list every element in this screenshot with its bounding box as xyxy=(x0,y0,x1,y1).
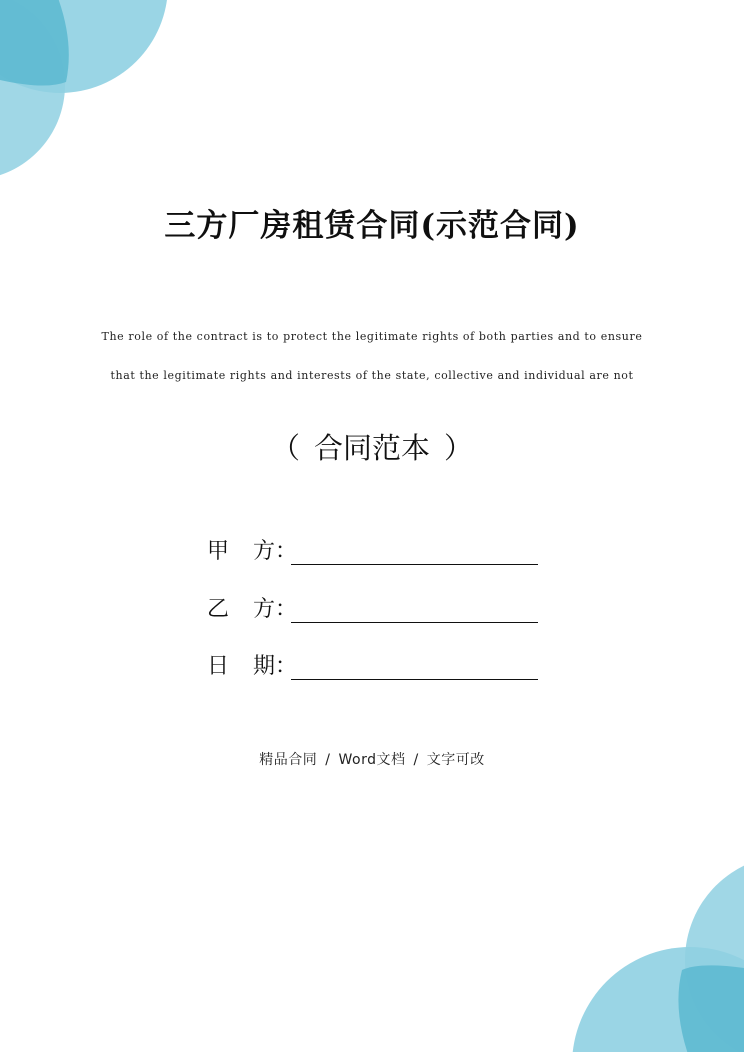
date-colon: ： xyxy=(275,654,298,679)
footer-note xyxy=(0,749,744,769)
footer-part-1: 精品合同 xyxy=(259,752,318,768)
footer-part-2: Word文档 xyxy=(338,752,406,768)
top-left-circle-small xyxy=(0,0,65,180)
bottom-right-overlap xyxy=(678,965,744,1052)
sample-open-paren: （ xyxy=(270,431,300,465)
footer-separator-1: / xyxy=(325,752,331,768)
sample-close-paren: ） xyxy=(444,431,474,465)
subtitle-line-2: that the legitimate rights and interests of the state, collective and individual are not xyxy=(110,369,634,382)
date-label-char1: 日 xyxy=(207,654,230,679)
top-left-overlap xyxy=(0,0,69,86)
sample-text: 合同范本 xyxy=(313,431,430,465)
date-field xyxy=(207,648,538,680)
bottom-right-circle-large xyxy=(572,947,744,1052)
party-a-colon: ： xyxy=(275,539,298,564)
top-left-circle-large xyxy=(0,0,168,93)
party-b-blank-line[interactable] xyxy=(291,598,538,623)
party-b-label-char2: 方 xyxy=(253,597,276,622)
document-title: 三方厂房租赁合同(示范合同) xyxy=(164,208,580,244)
contract-sample-label xyxy=(0,426,744,467)
date-blank-line[interactable] xyxy=(291,655,538,680)
party-a-label-char2: 方 xyxy=(253,539,276,564)
date-label-char2: 期 xyxy=(253,654,276,679)
subtitle-line-1: The role of the contract is to protect the legitimate rights of both parties and to ensure xyxy=(101,330,643,343)
party-a-field xyxy=(207,533,538,565)
bottom-right-circle-small xyxy=(685,855,744,1052)
party-b-field xyxy=(207,591,538,623)
footer-part-3: 文字可改 xyxy=(426,752,485,768)
party-b-label-char1: 乙 xyxy=(207,597,230,622)
party-a-blank-line[interactable] xyxy=(291,540,538,565)
party-b-colon: ： xyxy=(275,597,298,622)
footer-separator-2: / xyxy=(413,752,419,768)
party-a-label-char1: 甲 xyxy=(207,539,230,564)
